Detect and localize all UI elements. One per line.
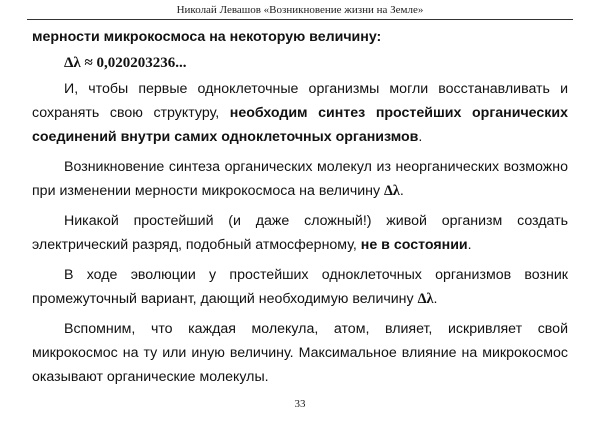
page-number: 33 xyxy=(294,398,306,410)
paragraph-text: И, чтобы первые одноклеточные организмы могли восстанавливать и сохранять свою структуру, xyxy=(32,81,568,121)
paragraph xyxy=(32,209,568,257)
formula: Δλ ≈ 0,020203236... xyxy=(64,55,187,71)
paragraph-text: . xyxy=(418,129,423,145)
opening-line xyxy=(32,25,568,49)
paragraph xyxy=(32,263,568,311)
paragraph-text: Вспомним, что каждая молекула, атом, влияет, искривляет свой микрокосмос на ту или иную величину. Максимальное влияние на микрокосмос оказывают органические молекулы. xyxy=(32,321,568,385)
paragraph-text: В ходе эволюции у простейших одноклеточных организмов возник промежуточный вариант, дающий необходимую величину xyxy=(32,267,568,307)
emphasis-text: необходим синтез простейших органических соединений внутри самих одноклеточных организмов xyxy=(32,105,568,145)
header-rule xyxy=(27,19,573,20)
delta-lambda-symbol: Δλ xyxy=(417,291,434,307)
body-text xyxy=(32,25,568,389)
paragraph-text: . xyxy=(467,237,472,253)
paragraph-text: . xyxy=(433,291,438,307)
paragraph xyxy=(32,77,568,149)
running-title: Николай Левашов «Возникновение жизни на Земле» xyxy=(176,4,424,16)
paragraph-text: Никакой простейший (и даже сложный!) живой организм создать электрический разряд, подобный атмосферному, xyxy=(32,213,568,253)
opening-line-text: мерности микрокосмоса на некоторую величину: xyxy=(32,29,382,45)
paragraph xyxy=(32,155,568,203)
paragraph xyxy=(32,317,568,389)
paragraph-text: . xyxy=(399,183,404,199)
emphasis-text: не в состоянии xyxy=(360,237,468,253)
paragraph-text: Возникновение синтеза органических молекул из неорганических возможно при изменении мерности микрокосмоса на величину xyxy=(32,159,568,199)
delta-lambda-symbol: Δλ xyxy=(384,183,400,199)
